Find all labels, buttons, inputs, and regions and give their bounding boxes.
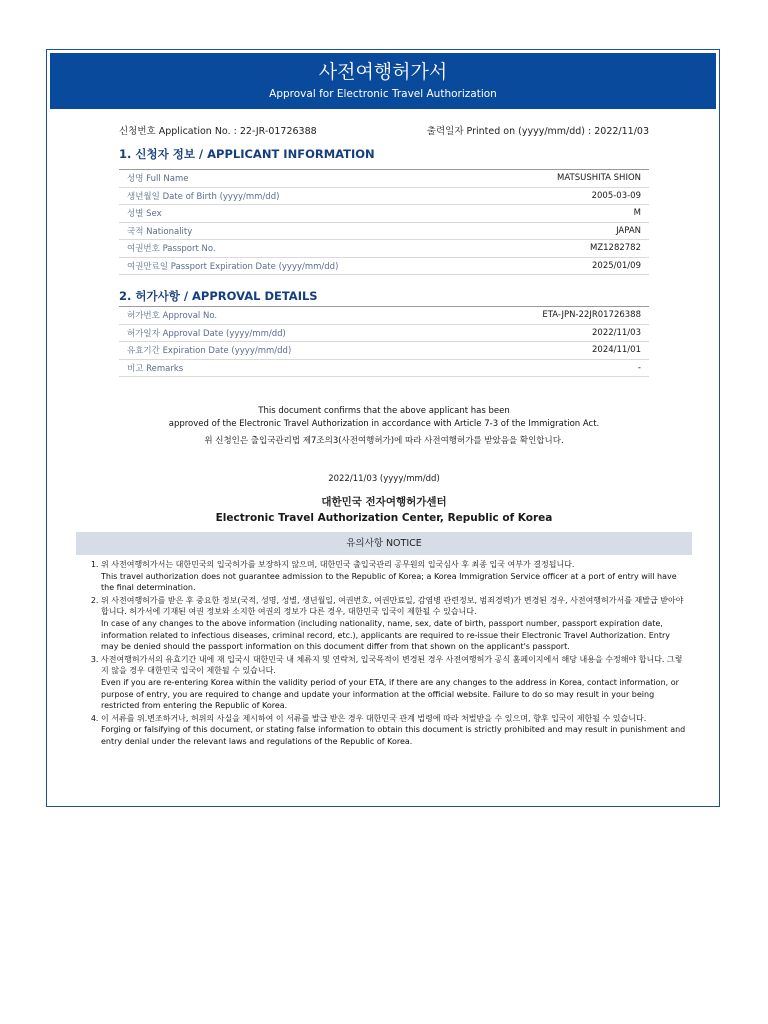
list-item: [101, 559, 686, 594]
field-value: 2025/01/09: [487, 257, 649, 275]
applicant-section-title: 1. 신청자 정보 / APPLICANT INFORMATION: [119, 147, 375, 161]
field-label: 국적 Nationality: [119, 222, 487, 240]
notice-en: Even if you are re-entering Korea within the validity period of your ETA, if there are any changes to the address in Korea, contact information, or purpose of entry, you are required to change and update your information at the official website. Failure to do so may result in your being restricted from entering the Republic of Korea.: [101, 677, 679, 711]
field-value: MATSUSHITA SHION: [487, 170, 649, 188]
field-value: 2024/11/01: [443, 342, 649, 360]
table-row: [119, 222, 649, 240]
issuer-en: Electronic Travel Authorization Center, Republic of Korea: [215, 512, 553, 524]
confirmation-ko: 위 신청인은 출입국관리법 제7조의3(사전여행허가)에 따라 사전여행허가를 받았음을 확인합니다.: [204, 436, 564, 446]
table-row: [119, 342, 649, 360]
document-subtitle: Approval for Electronic Travel Authorization: [269, 88, 497, 100]
confirmation-en-line1: This document confirms that the above applicant has been: [258, 406, 510, 416]
issue-date: 2022/11/03 (yyyy/mm/dd): [328, 474, 440, 484]
field-label: 허가번호 Approval No.: [119, 307, 443, 325]
notice-en: In case of any changes to the above information (including nationality, name, sex, date of birth, passport number, passport expiration date, information related to infectious diseases, criminal record, etc.), applicants are required to re-issue their Electronic Travel Authorization. Entry may be denied should the passport information on this document differ from that shown on the applicant's passport.: [101, 618, 671, 652]
list-item: [101, 713, 686, 748]
confirmation-statement: [47, 405, 721, 448]
table-row: [119, 359, 649, 377]
table-row: [119, 307, 649, 325]
notice-ko: 위 사전여행허가를 받은 후 중요한 정보(국적, 성명, 성별, 생년월일, 여권번호, 여권만료일, 감염병 관련정보, 범죄경력)가 변경된 경우, 사전여행허가서를 재발급 받아야 합니다. 허가서에 기재된 여권 정보와 소지한 여권의 정보가 다른 경우, 대한민국 입국이 제한될 수 있습니다.: [101, 595, 684, 617]
field-value: -: [443, 359, 649, 377]
table-row: [119, 170, 649, 188]
field-value: ETA-JPN-22JR01726388: [443, 307, 649, 325]
document-title: 사전여행허가서: [318, 61, 448, 83]
notice-list: [77, 559, 686, 749]
notice-ko: 사전여행허가서의 유효기간 내에 재 입국시 대한민국 내 체류지 및 연락처, 입국목적이 변경된 경우 사전여행허가 공식 홈페이지에서 해당 내용을 수정해야 합니다. 그렇지 않을 경우 대한민국 입국이 제한될 수 있습니다.: [101, 654, 683, 676]
notice-heading: 유의사항 NOTICE: [76, 532, 692, 555]
notice-en: Forging or falsifying of this document, or stating false information to obtain this document is strictly prohibited and may result in punishment and entry denial under the relevant laws and regulations of the Republic of Korea.: [101, 725, 686, 746]
document-header: [50, 53, 716, 109]
field-label: 유효기간 Expiration Date (yyyy/mm/dd): [119, 342, 443, 360]
notice-ko: 이 서류를 위.변조하거나, 허위의 사실을 제시하여 이 서류를 발급 받은 경우 대한민국 관계 법령에 따라 처벌받을 수 있으며, 향후 입국이 제한될 수 있습니다.: [101, 713, 647, 723]
field-value: MZ1282782: [487, 240, 649, 258]
approval-table: [119, 306, 649, 377]
notice-ko: 위 사전여행허가서는 대한민국의 입국허가를 보장하지 않으며, 대한민국 출입국관리 공무원의 입국심사 후 최종 입국 여부가 결정됩니다.: [101, 560, 575, 569]
issuer: [47, 495, 721, 525]
table-row: [119, 187, 649, 205]
table-row: [119, 257, 649, 275]
applicant-table: [119, 169, 649, 275]
field-label: 성별 Sex: [119, 205, 487, 223]
issuer-ko: 대한민국 전자여행허가센터: [321, 496, 447, 508]
field-value: 2022/11/03: [443, 324, 649, 342]
confirmation-en-line2: approved of the Electronic Travel Authorization in accordance with Article 7-3 of the Immigration Act.: [168, 418, 600, 429]
table-row: [119, 240, 649, 258]
field-label: 허가일자 Approval Date (yyyy/mm/dd): [119, 324, 443, 342]
field-label: 생년월일 Date of Birth (yyyy/mm/dd): [119, 187, 487, 205]
table-row: [119, 205, 649, 223]
field-value: M: [487, 205, 649, 223]
field-value: 2005-03-09: [487, 187, 649, 205]
approval-section-title: 2. 허가사항 / APPROVAL DETAILS: [119, 289, 318, 303]
application-number: 신청번호 Application No. : 22-JR-01726388: [119, 126, 317, 137]
field-label: 성명 Full Name: [119, 170, 487, 188]
eta-document: [46, 49, 720, 807]
table-row: [119, 324, 649, 342]
printed-date: 출력일자 Printed on (yyyy/mm/dd) : 2022/11/03: [426, 126, 649, 137]
field-label: 비고 Remarks: [119, 359, 443, 377]
field-label: 여권번호 Passport No.: [119, 240, 487, 258]
field-label: 여권만료일 Passport Expiration Date (yyyy/mm/dd): [119, 257, 487, 275]
field-value: JAPAN: [487, 222, 649, 240]
list-item: [101, 654, 686, 712]
notice-en: This travel authorization does not guarantee admission to the Republic of Korea; a Korea Immigration Service officer at a port of entry will have the final determination.: [101, 571, 677, 593]
list-item: [101, 595, 686, 653]
